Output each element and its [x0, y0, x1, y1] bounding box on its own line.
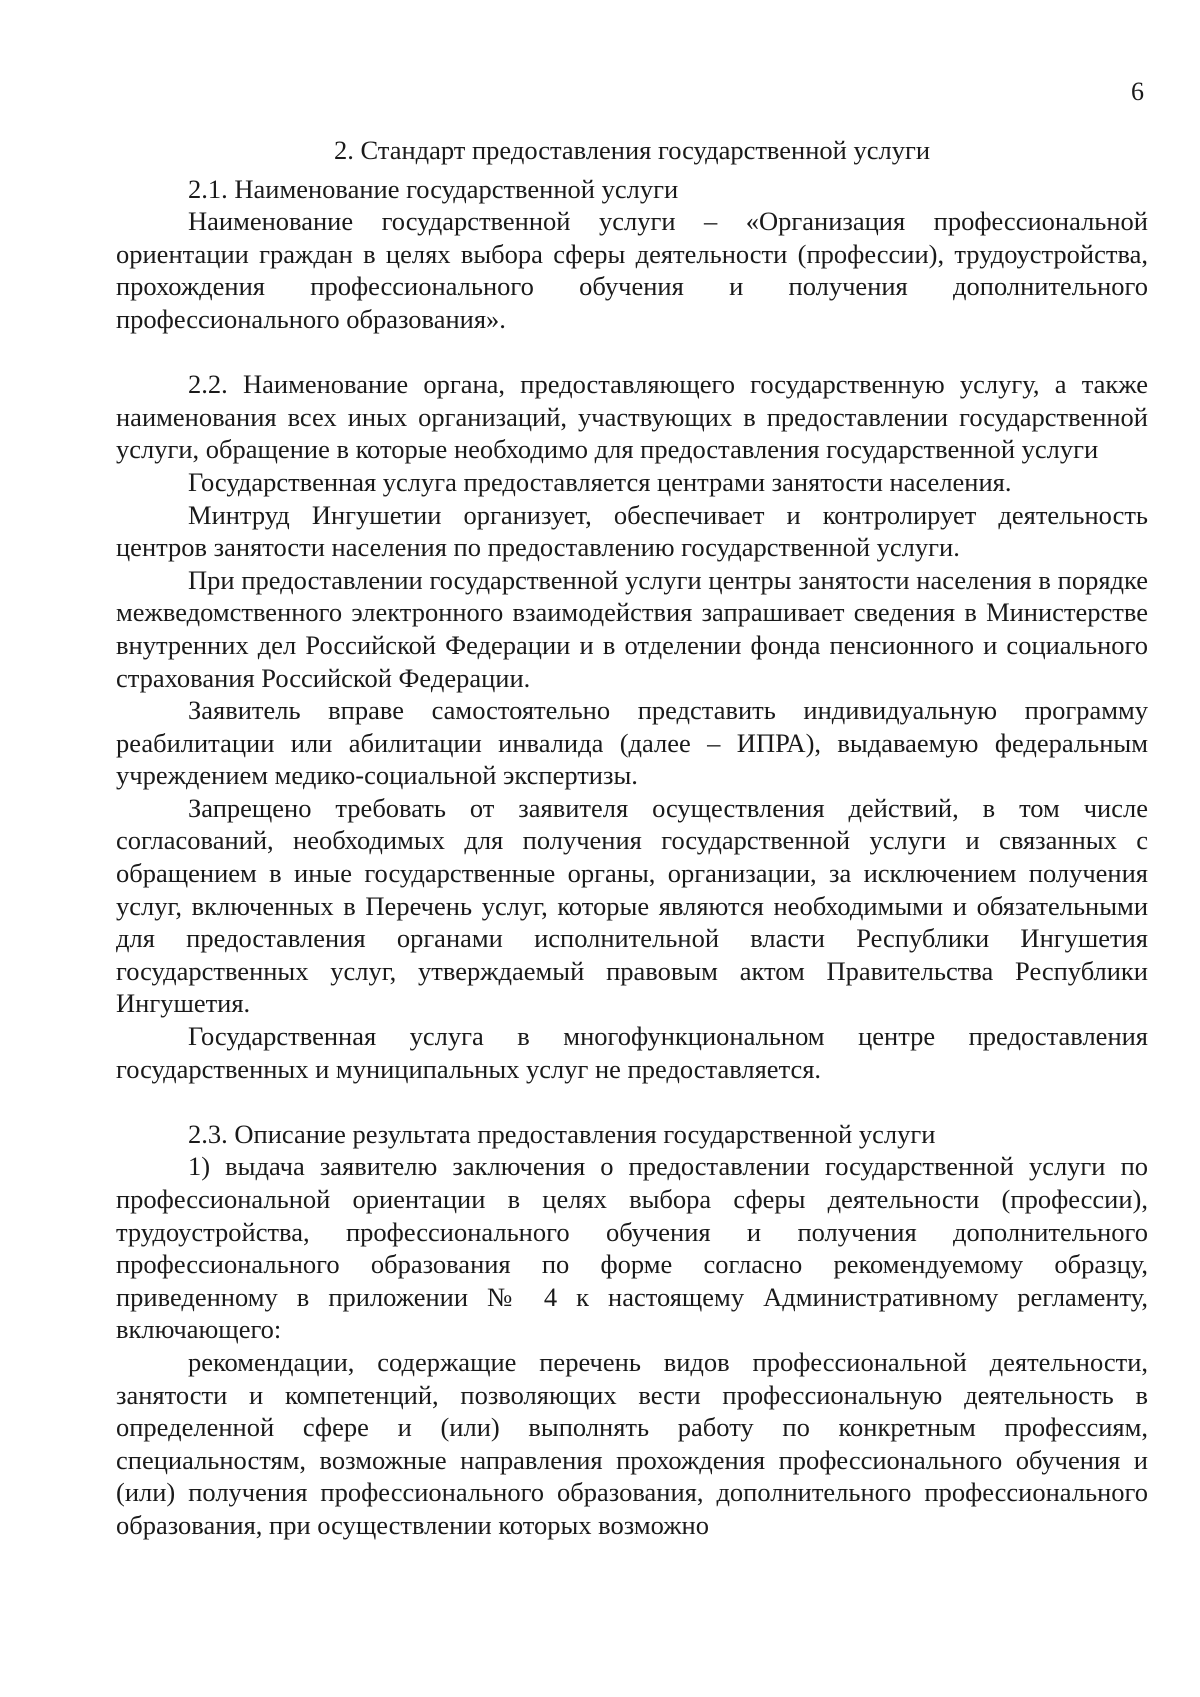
subsection-title-2-1: 2.1. Наименование государственной услуги: [188, 173, 679, 204]
paragraph: Минтруд Ингушетии организует, обеспечивает и контролирует деятельность центров занятости населения по предоставлению государственной услуги.: [116, 499, 1148, 563]
subsection-title-2-3: 2.3. Описание результата предоставления государственной услуги: [188, 1118, 936, 1149]
page-number: 6: [1131, 77, 1144, 106]
document-body: [116, 134, 1148, 1542]
paragraph: Заявитель вправе самостоятельно представить индивидуальную программу реабилитации или абилитации инвалида (далее – ИПРА), выдаваемую федеральным учреждением медико-социальной экспертизы.: [116, 695, 1148, 791]
spacer: [116, 1085, 1148, 1118]
paragraph: Государственная услуга предоставляется центрами занятости населения.: [188, 466, 1012, 497]
spacer: [116, 336, 1148, 369]
subsection-title-2-2: 2.2. Наименование органа, предоставляющего государственную услугу, а также наименования всех иных организаций, участвующих в предоставлении государственной услуги, обращение в которые необходимо для предоставления государственной услуги: [116, 369, 1148, 465]
paragraph: рекомендации, содержащие перечень видов профессиональной деятельности, занятости и компетенций, позволяющих вести профессиональную деятельность в определенной сфере и (или) выполнять работу по конкретным профессиям, специальностям, возможные направления прохождения профессионального обучения и (или) получения профессионального образования, дополнительного профессионального образования, при осуществлении которых возможно: [116, 1346, 1148, 1540]
paragraph: 1) выдача заявителю заключения о предоставлении государственной услуги по профессиональной ориентации в целях выбора сферы деятельности (профессии), трудоустройства, профессионального обучения и получения дополнительного профессионального образования по форме согласно рекомендуемому образцу, приведенному в приложении № 4 к настоящему Административному регламенту, включающего:: [116, 1151, 1148, 1345]
paragraph: При предоставлении государственной услуги центры занятости населения в порядке межведомственного электронного взаимодействия запрашивает сведения в Министерстве внутренних дел Российской Федерации и в отделении фонда пенсионного и социального страхования Российской Федерации.: [116, 564, 1148, 693]
paragraph: Наименование государственной услуги – «Организация профессиональной ориентации граждан в целях выбора сферы деятельности (профессии), трудоустройства, прохождения профессионального обучения и получения дополнительного профессионального образования».: [116, 206, 1148, 334]
section-title: 2. Стандарт предоставления государственной услуги: [333, 135, 931, 165]
paragraph: Запрещено требовать от заявителя осуществления действий, в том числе согласований, необходимых для получения государственной услуги и связанных с обращением в иные государственные органы, организации, за исключением получения услуг, включенных в Перечень услуг, которые являются необходимыми и обязательными для предоставления органами исполнительной власти Республики Ингушетия государственных услуг, утверждаемый правовым актом Правительства Республики Ингушетия.: [116, 792, 1148, 1019]
paragraph: Государственная услуга в многофункциональном центре предоставления государственных и муниципальных услуг не предоставляется.: [116, 1021, 1148, 1084]
